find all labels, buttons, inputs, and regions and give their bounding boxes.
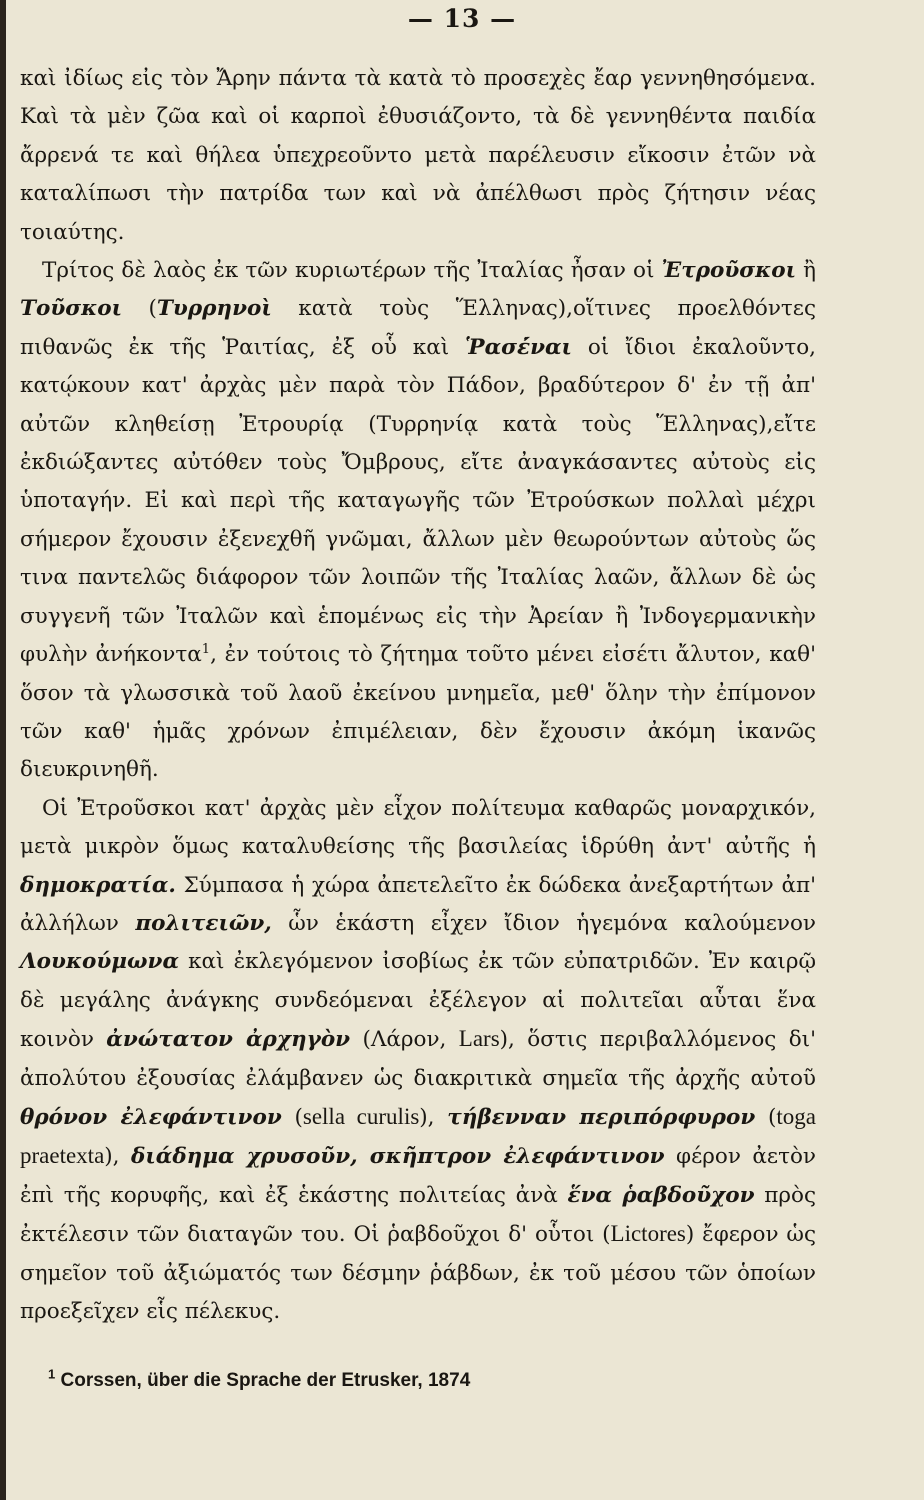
text-run: , ἐν τούτοις τὸ ζήτημα τοῦτο μένει εἰσέτι ἄλυτον, καθ' ὅσον τὰ γλωσσικὰ τοῦ λαοῦ ἐκείνου μνημεῖα, μεθ' ὅλην τὴν ἐπίμονον τῶν καθ' ἡμᾶς χρόνων ἐπιμέλειαν, δὲν ἔχουσιν ἀκόμη ἱκανῶς διευκρινηθῆ.	[20, 642, 816, 783]
text-run: Οἱ Ἐτροῦσκοι κατ' ἀρχὰς μὲν εἶχον πολίτευμα καθαρῶς μοναρχικόν, μετὰ μικρὸν ὅμως καταλυθείσης τῆς βασιλείας ἱδρύθη ἀντ' αὐτῆς ἡ	[20, 795, 816, 860]
text-run: φέρον ἀετὸν ἐπὶ τῆς κορυφῆς, καὶ ἐξ ἑκάστης πολιτείας ἀνὰ	[20, 1144, 816, 1208]
paragraph	[20, 60, 816, 252]
text-run: ),	[419, 1104, 448, 1130]
text-run: Τρίτος δὲ λαὸς ἐκ τῶν κυριωτέρων τῆς Ἰταλίας ἦσαν οἱ	[42, 258, 662, 284]
text-run: (	[755, 1104, 777, 1130]
text-run: πρὸς ἐκτέλεσιν τῶν διαταγῶν του. Οἱ ῥαβδοῦχοι δ' οὗτοι (	[20, 1182, 816, 1248]
page-edge	[0, 0, 6, 1500]
emphasized-term: Ἐτροῦσκοι	[661, 258, 796, 284]
text-run: ἢ	[796, 258, 817, 284]
footnote-reference: 1	[201, 641, 211, 657]
text-run: (	[121, 296, 157, 322]
text-run: οἱ ἴδιοι ἐκαλοῦντο, κατῴκουν κατ' ἀρχὰς μὲν παρὰ τὸν Πάδον, βραδύτερον δ' ἐν τῇ ἀπ' αὐτῶν κληθείσῃ Ἐτρουρίᾳ (Τυρρηνίᾳ κατὰ τοὺς Ἕλληνας),εἴτε ἐκδιώξαντες αὐτόθεν τοὺς Ὄμβρους, εἴτε ἀναγκάσαντες αὐτοὺς εἰς ὑποταγήν. Εἰ καὶ περὶ τῆς καταγωγῆς τῶν Ἐτρούσκων πολλαὶ μέχρι σήμερον ἔχουσιν ἐξενεχθῆ γνῶμαι, ἄλλων μὲν θεωρούντων αὐτοὺς ὥς τινα παντελῶς διάφορον τῶν λοιπῶν τῆς Ἰταλίας λαῶν, ἄλλων δὲ ὡς συγγενῆ τῶν Ἰταλῶν καὶ ἑπομένως εἰς τὴν Ἀρείαν ἢ Ἰνδογερμανικὴν φυλὴν ἀνήκοντα	[20, 334, 816, 668]
emphasized-term: ἕνα ῥαβδοῦχον	[567, 1182, 755, 1208]
footnote-text: Corssen, über die Sprache der Etrusker, 1874	[55, 1370, 471, 1391]
emphasized-term: Λουκούμωνα	[20, 949, 179, 975]
emphasized-term: ἀνώτατον ἀρχηγὸν	[106, 1027, 351, 1053]
text-run: ) ἔφερον ὡς σημεῖον τοῦ ἀξιώματός των δέσμην ῥάβδων, ἐκ τοῦ μέσου τῶν ὁποίων προεξεῖχεν εἷς πέλεκυς.	[20, 1222, 816, 1324]
footnote	[48, 1366, 848, 1392]
emphasized-term: διάδημα χρυσοῦν, σκῆπτρον ἐλεφάντινον	[131, 1144, 665, 1170]
page-number: — 13 —	[407, 4, 517, 33]
text-run: ),	[104, 1144, 132, 1170]
text-run: Σύμπασα ἡ χώρα ἀπετελεῖτο ἐκ δώδεκα ἀνεξαρτήτων ἀπ' ἀλλήλων	[20, 872, 816, 936]
text-run: (Λάρον,	[350, 1027, 459, 1053]
text-run: καὶ ἐκλεγόμενον ἰσοβίως ἐκ τῶν εὐπατριδῶν. Ἐν καιρῷ δὲ μεγάλης ἀνάγκης συνδεόμεναι ἐξέλεγον αἱ πολιτεῖαι αὗται ἕνα κοινὸν	[20, 949, 816, 1053]
text-run: ὧν ἑκάστη εἶχεν ἴδιον ἡγεμόνα καλούμενον	[271, 910, 817, 936]
text-run: καὶ ἰδίως εἰς τὸν Ἄρην πάντα τὰ κατὰ τὸ προσεχὲς ἔαρ γεννηθησόμενα. Καὶ τὰ μὲν ζῶα καὶ οἱ καρποὶ ἐθυσιάζοντο, τὰ δὲ γεννηθέντα παιδία ἄρρενά τε καὶ θήλεα ὑπεχρεοῦντο μετὰ παρέλευσιν εἴκοσιν ἐτῶν νὰ καταλίπωσι τὴν πατρίδα των καὶ νὰ ἀπέλθωσι πρὸς ζήτησιν νέας τοιαύτης.	[20, 66, 816, 245]
paragraph	[20, 790, 816, 1332]
emphasized-term: δημοκρατία.	[20, 872, 176, 898]
emphasized-term: Lictores	[610, 1221, 686, 1247]
emphasized-term: Τοῦσκοι	[20, 296, 122, 322]
text-run: (	[281, 1104, 303, 1130]
body-text	[20, 60, 816, 1331]
emphasized-term: Ῥασέ̇ναι	[465, 334, 572, 360]
emphasized-term: sella curulis	[302, 1103, 420, 1129]
text-run: ), ὅστις περιβαλλόμενος δι' ἀπολύτου ἐξουσίας ἐλάμβανεν ὡς διακριτικὰ σημεῖα τῆς ἀρχῆς αὐτοῦ	[20, 1027, 816, 1091]
paragraph	[20, 252, 816, 790]
emphasized-term: Lars	[458, 1026, 500, 1052]
text-run: κατὰ τοὺς Ἕλληνας),οἵτινες προελθόντες πιθανῶς ἐκ τῆς Ῥαιτίας, ἐξ οὗ καὶ	[20, 296, 816, 360]
emphasized-term: toga praetexta	[20, 1103, 816, 1169]
footnote-marker: 1	[48, 1366, 56, 1382]
emphasized-term: Τυρρηνοὶ	[156, 296, 272, 322]
emphasized-term: τήβενναν περιπόρφυρον	[447, 1104, 756, 1130]
emphasized-term: θρόνον ἐλεφάντινον	[20, 1104, 282, 1130]
emphasized-term: πολιτειῶν,	[135, 910, 272, 936]
